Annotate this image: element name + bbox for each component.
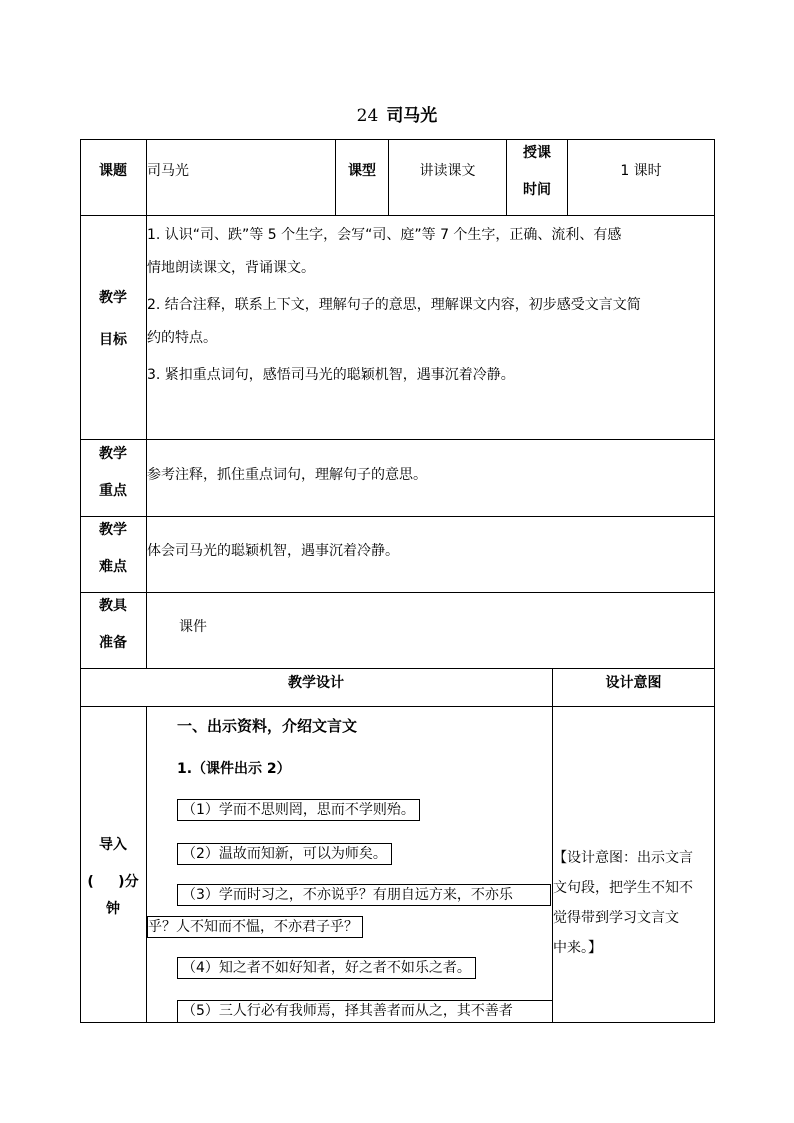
topic-value: 司马光 (147, 163, 189, 179)
row-divider (80, 706, 714, 707)
page-title (0, 101, 794, 126)
lesson-title: 司马光 (386, 106, 438, 126)
goal-1-line2: 情地朗读课文，背诵课文。 (147, 260, 315, 276)
goal-1-line1: 1. 认识“司、跌”等 5 个生字，会写“司、庭”等 7 个生字，正确、流利、有感 (147, 227, 622, 243)
intent-line1: 【设计意图：出示文言 (553, 850, 693, 866)
keypoints-text: 参考注释，抓住重点词句，理解句子的意思。 (147, 467, 427, 483)
row-divider (80, 439, 714, 440)
keypoints-label-line1: 教学 (99, 446, 127, 462)
goal-2-line2: 约的特点。 (147, 330, 217, 346)
row-divider (80, 215, 714, 216)
row-divider (80, 592, 714, 593)
materials-label-line1: 教具 (99, 598, 127, 614)
keypoints-label-line2: 重点 (99, 483, 127, 499)
materials-text: 课件 (179, 619, 207, 635)
type-label: 课型 (348, 163, 376, 179)
intent-header: 设计意图 (605, 675, 662, 691)
intent-line3: 觉得带到学习文言文 (553, 910, 679, 926)
design-intent (553, 843, 714, 963)
quote-2: （2）温故而知新，可以为师矣。 (177, 843, 392, 865)
column-divider (146, 706, 147, 1022)
table-border-top (80, 139, 714, 140)
step-label: 1.（课件出示 2） (177, 761, 291, 777)
quote-4: （4）知之者不如好知者，好之者不如乐之者。 (177, 957, 476, 979)
time-label-line1: 授课 (523, 145, 551, 161)
design-header: 教学设计 (288, 675, 344, 691)
table-border-right (714, 139, 715, 1023)
quote-3-line1: （3）学而时习之，不亦说乎？有朋自远方来，不亦乐 (177, 884, 551, 906)
topic-label: 课题 (99, 163, 127, 179)
intro-label-line1: 导入 (99, 837, 127, 853)
quote-3-line2: 乎？人不知而不愠，不亦君子乎？ (147, 916, 363, 938)
difficulties-label-line1: 教学 (99, 522, 127, 538)
time-value: 1 课时 (620, 163, 662, 179)
section-title: 一、出示资料，介绍文言文 (177, 717, 358, 735)
goal-2-line1: 2. 结合注释，联系上下文，理解句子的意思，理解课文内容，初步感受文言文简 (147, 297, 641, 313)
materials-label-line2: 准备 (99, 635, 127, 651)
lesson-plan-table (80, 139, 714, 1022)
difficulties-text: 体会司马光的聪颖机智，遇事沉着冷静。 (147, 543, 399, 559)
intro-label-line3: 钟 (106, 901, 120, 917)
quote-5: （5）三人行必有我师焉，择其善者而从之，其不善者 (177, 1000, 553, 1023)
difficulties-label-line2: 难点 (99, 559, 127, 575)
goals-content (147, 219, 713, 392)
type-value: 讲读课文 (419, 163, 476, 179)
quote-1: （1）学而不思则罔，思而不学则殆。 (177, 799, 420, 821)
row-divider (80, 516, 714, 517)
row-divider (80, 668, 714, 669)
goal-3: 3. 紧扣重点词句，感悟司马光的聪颖机智，遇事沉着冷静。 (147, 367, 515, 383)
goals-label-line1: 教学 (99, 290, 127, 306)
lesson-number: 24 (356, 106, 379, 126)
intent-line4: 中来。】 (553, 940, 602, 956)
goals-label-line2: 目标 (99, 332, 127, 348)
time-label-line2: 时间 (523, 182, 551, 198)
intro-label-line2: ( )分 (87, 874, 139, 890)
intent-line2: 文句段，把学生不知不 (553, 880, 693, 896)
